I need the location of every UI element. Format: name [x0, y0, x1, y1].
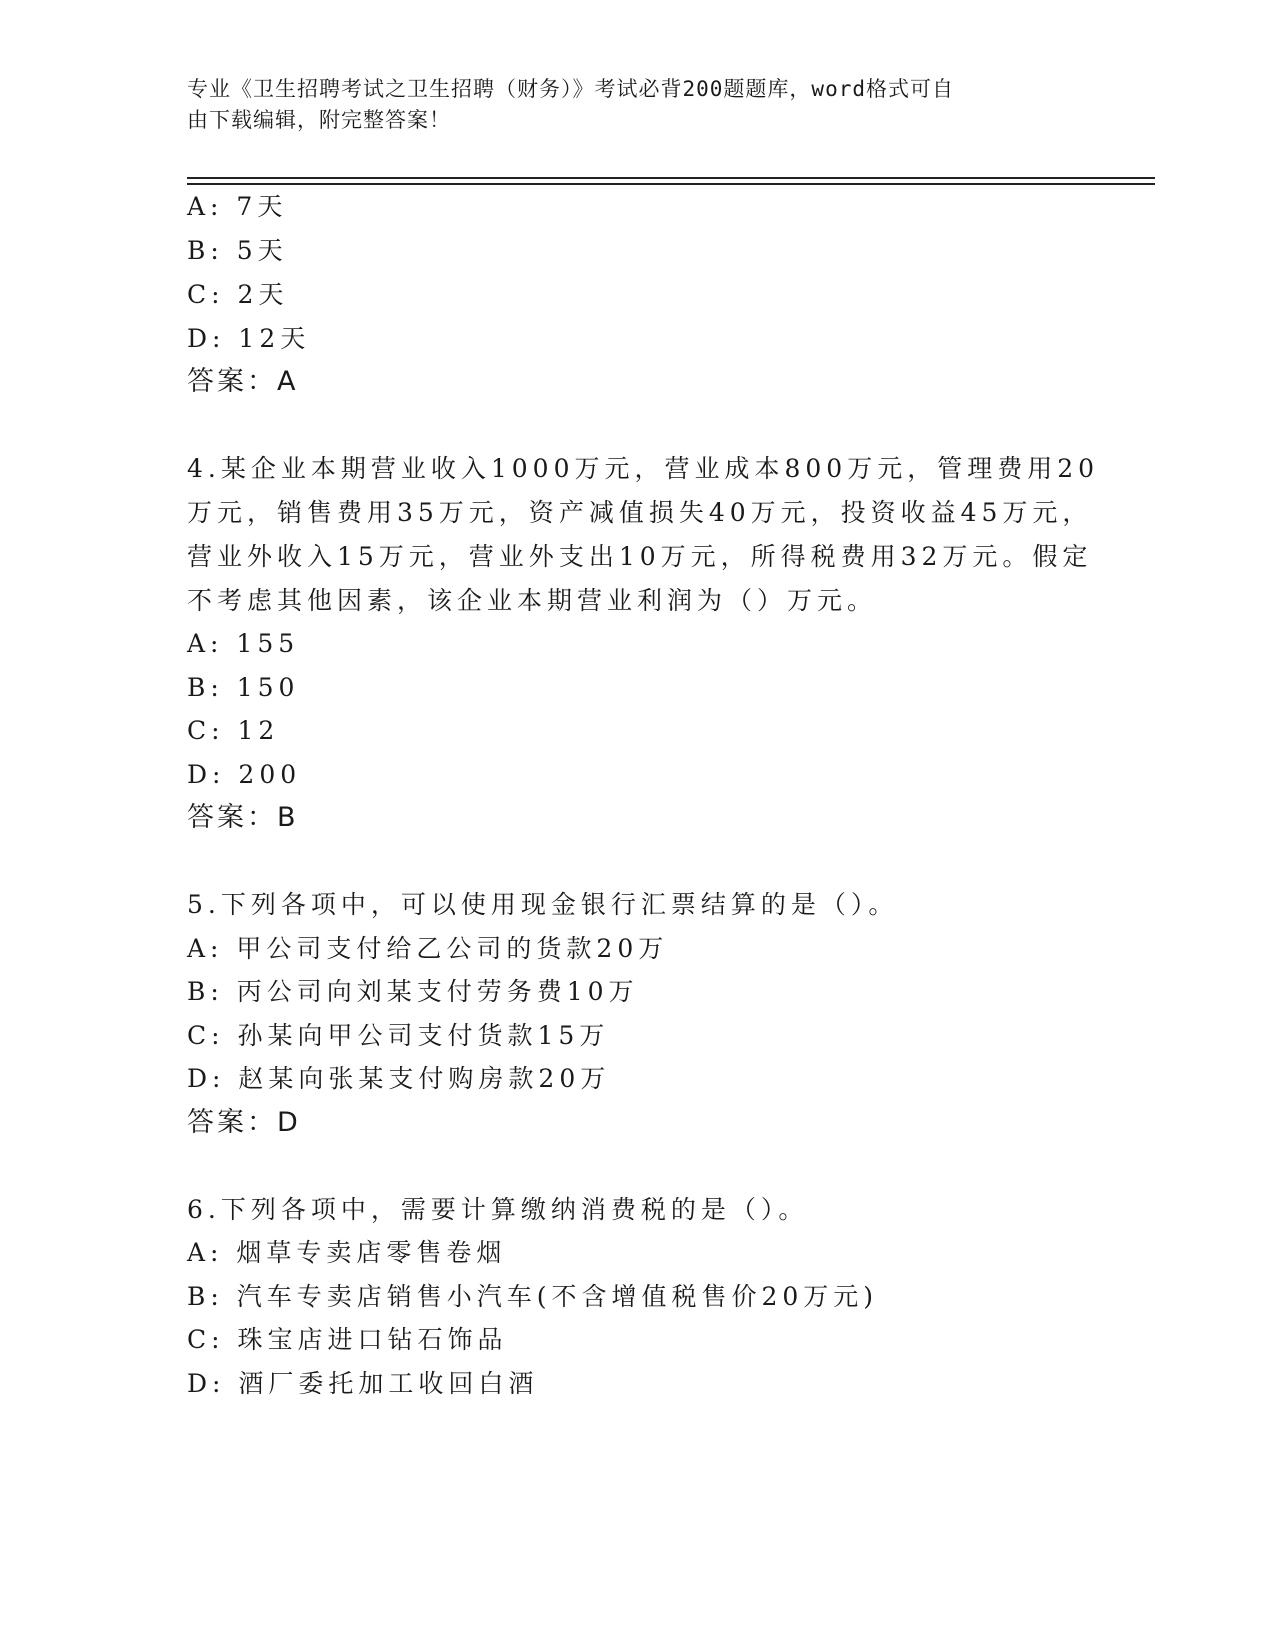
header-line-1: 专业《卫生招聘考试之卫生招聘（财务）》考试必背200题题库，word格式可自 [187, 77, 954, 101]
q5-option-b: B: 丙公司向刘某支付劳务费10万 [187, 977, 639, 1006]
q3-option-d: D: 12天 [187, 324, 311, 353]
q5-answer: 答案：D [187, 1107, 301, 1138]
q4-stem-line-3: 营业外收入15万元，营业外支出10万元，所得税费用32万元。假定 [187, 542, 1093, 571]
q3-option-a: A: 7天 [187, 192, 288, 221]
q5-option-c: C: 孙某向甲公司支付货款15万 [187, 1021, 610, 1050]
q5-option-a: A: 甲公司支付给乙公司的货款20万 [187, 934, 669, 963]
q6-option-d: D: 酒厂委托加工收回白酒 [187, 1369, 539, 1398]
q4-stem-line-4: 不考虑其他因素，该企业本期营业利润为（）万元。 [187, 586, 878, 615]
q4-option-d: D: 200 [187, 760, 302, 789]
header-line-2: 由下载编辑，附完整答案！ [187, 108, 451, 132]
header-divider-top [187, 177, 1155, 179]
q3-option-b: B: 5天 [187, 236, 288, 265]
q6-option-c: C: 珠宝店进口钻石饰品 [187, 1325, 508, 1354]
q5-option-d: D: 赵某向张某支付购房款20万 [187, 1064, 611, 1093]
q4-stem-line-1: 4.某企业本期营业收入1000万元，营业成本800万元，管理费用20 [187, 454, 1100, 483]
q3-option-c: C: 2天 [187, 280, 289, 309]
q4-stem-line-2: 万元，销售费用35万元，资产减值损失40万元，投资收益45万元， [187, 498, 1093, 527]
document-header [187, 74, 1067, 136]
q4-answer: 答案：B [187, 802, 299, 833]
q4-option-c: C: 12 [187, 716, 280, 745]
q5-stem: 5.下列各项中，可以使用现金银行汇票结算的是（）。 [187, 890, 899, 919]
q6-option-a: A: 烟草专卖店零售卷烟 [187, 1238, 507, 1267]
q6-option-b: B: 汽车专卖店销售小汽车(不含增值税售价20万元) [187, 1282, 879, 1311]
q6-stem: 6.下列各项中，需要计算缴纳消费税的是（）。 [187, 1195, 809, 1224]
q4-option-a: A: 155 [187, 629, 300, 658]
q4-option-b: B: 150 [187, 673, 300, 702]
q3-answer: 答案：A [187, 366, 299, 397]
header-divider-bottom [187, 183, 1155, 185]
